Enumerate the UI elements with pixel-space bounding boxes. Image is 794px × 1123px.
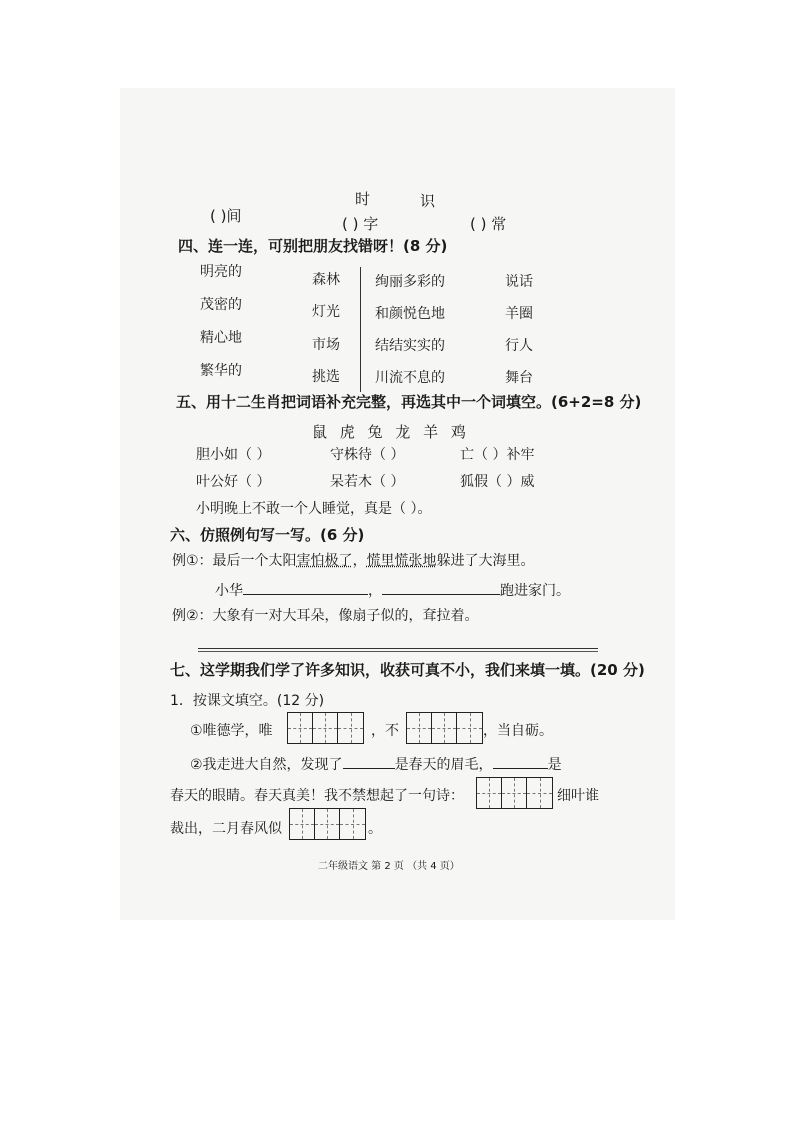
line2-b: 是春天的眉毛，	[394, 757, 493, 773]
ex1-mid: ，	[352, 553, 367, 569]
q7-line3-b: 细叶谁	[557, 788, 599, 804]
ex1-dot1: 害怕极了	[296, 553, 353, 569]
answer-line[interactable]	[198, 648, 598, 649]
q7-heading: 七、这学期我们学了许多知识，收获可真不小，我们来填一填。(20 分)	[170, 661, 645, 679]
ex1-suffix: 躲进了大海里。	[436, 553, 535, 569]
q6-example-1	[172, 552, 535, 570]
q5-row2-0: 叶公好（ ）	[196, 474, 271, 490]
q7-line3-a: 春天的眼睛。春天真美！我不禁想起了一句诗：	[170, 788, 464, 804]
grid-cell[interactable]	[502, 778, 527, 808]
grid-cell[interactable]	[340, 809, 365, 839]
q5-row2-1: 呆若木（ ）	[330, 474, 405, 490]
q5-row2-2: 狐假（ ）威	[460, 474, 535, 490]
q4-col3-1: 和颜悦色地	[375, 306, 445, 322]
q5-row1-1: 守株待（ ）	[330, 447, 405, 463]
q7-line2	[190, 754, 562, 774]
ex1-dot2: 慌里慌张地	[366, 553, 437, 569]
paren-chang: ( ) 常	[470, 215, 507, 233]
q4-col3-0: 绚丽多彩的	[375, 274, 445, 290]
char-shi2: 识	[420, 192, 436, 210]
q7-line1-b: ，不	[371, 723, 399, 739]
q4-col3-3: 川流不息的	[375, 370, 445, 386]
q5-sentence: 小明晚上不敢一个人睡觉，真是（ ）。	[196, 501, 432, 517]
char-grid-1[interactable]	[287, 712, 364, 744]
char-grid-2[interactable]	[406, 712, 483, 744]
char-grid-4[interactable]	[289, 808, 366, 840]
grid-cell[interactable]	[290, 809, 315, 839]
answer-line-2	[198, 651, 598, 652]
q4-col2-0: 森林	[312, 272, 340, 288]
fill-suffix: 跑进家门。	[500, 583, 570, 599]
q4-col4-2: 行人	[505, 338, 533, 354]
char-shi: 时	[355, 190, 371, 208]
fill-blank-2[interactable]	[382, 580, 500, 595]
paren-jian: ( )间	[210, 207, 242, 225]
q4-col4-0: 说话	[505, 274, 533, 290]
q7-line4-b: 。	[368, 821, 382, 837]
ex1-prefix: 例①：最后一个太阳	[172, 553, 297, 569]
grid-cell[interactable]	[457, 713, 482, 743]
line2-blank-1[interactable]	[343, 754, 395, 769]
q4-heading: 四、连一连，可别把朋友找错呀！(8 分)	[178, 237, 448, 255]
fill-comma: ，	[368, 583, 382, 599]
grid-cell[interactable]	[477, 778, 502, 808]
q5-row1-2: 亡（ ）补牢	[460, 447, 535, 463]
grid-cell[interactable]	[407, 713, 432, 743]
line2-a: ②我走进大自然，发现了	[190, 757, 343, 773]
q4-col2-1: 灯光	[312, 304, 340, 320]
q6-example-2: 例②：大象有一对大耳朵，像扇子似的，耷拉着。	[172, 608, 479, 624]
grid-cell[interactable]	[432, 713, 457, 743]
fill-blank-1[interactable]	[243, 580, 368, 595]
fill-prefix: 小华	[215, 583, 243, 599]
q4-col1-0: 明亮的	[200, 264, 242, 280]
q4-col1-3: 繁华的	[200, 363, 242, 379]
line2-c: 是	[547, 757, 562, 773]
q4-col1-1: 茂密的	[200, 297, 242, 313]
q7-sub1: 1．按课文填空。(12 分)	[170, 693, 325, 709]
page-footer: 二年级语文 第 2 页 （共 4 页）	[318, 861, 460, 872]
q5-animals: 鼠 虎 兔 龙 羊 鸡	[312, 423, 470, 441]
q4-col3-2: 结结实实的	[375, 338, 445, 354]
q7-line1-a: ①唯德学，唯	[190, 723, 273, 739]
grid-cell[interactable]	[527, 778, 552, 808]
paren-zi: ( ) 字	[342, 215, 379, 233]
q5-row1-0: 胆小如（ ）	[196, 447, 271, 463]
q5-heading: 五、用十二生肖把词语补充完整，再选其中一个词填空。(6+2=8 分)	[176, 393, 642, 411]
q4-col4-3: 舞台	[505, 370, 533, 386]
grid-cell[interactable]	[315, 809, 340, 839]
grid-cell[interactable]	[288, 713, 313, 743]
q6-fill-line	[215, 580, 570, 600]
q7-line1-c: ，当自砺。	[483, 723, 553, 739]
q4-col1-2: 精心地	[200, 330, 242, 346]
q6-heading: 六、仿照例句写一写。(6 分)	[170, 526, 365, 544]
grid-cell[interactable]	[313, 713, 338, 743]
q4-col2-3: 挑选	[312, 369, 340, 385]
line2-blank-2[interactable]	[493, 754, 548, 769]
q4-col2-2: 市场	[312, 337, 340, 353]
divider-line	[360, 267, 361, 392]
grid-cell[interactable]	[338, 713, 363, 743]
q4-col4-1: 羊圈	[505, 306, 533, 322]
q7-line4-a: 裁出，二月春风似	[170, 821, 282, 837]
char-grid-3[interactable]	[476, 777, 553, 809]
